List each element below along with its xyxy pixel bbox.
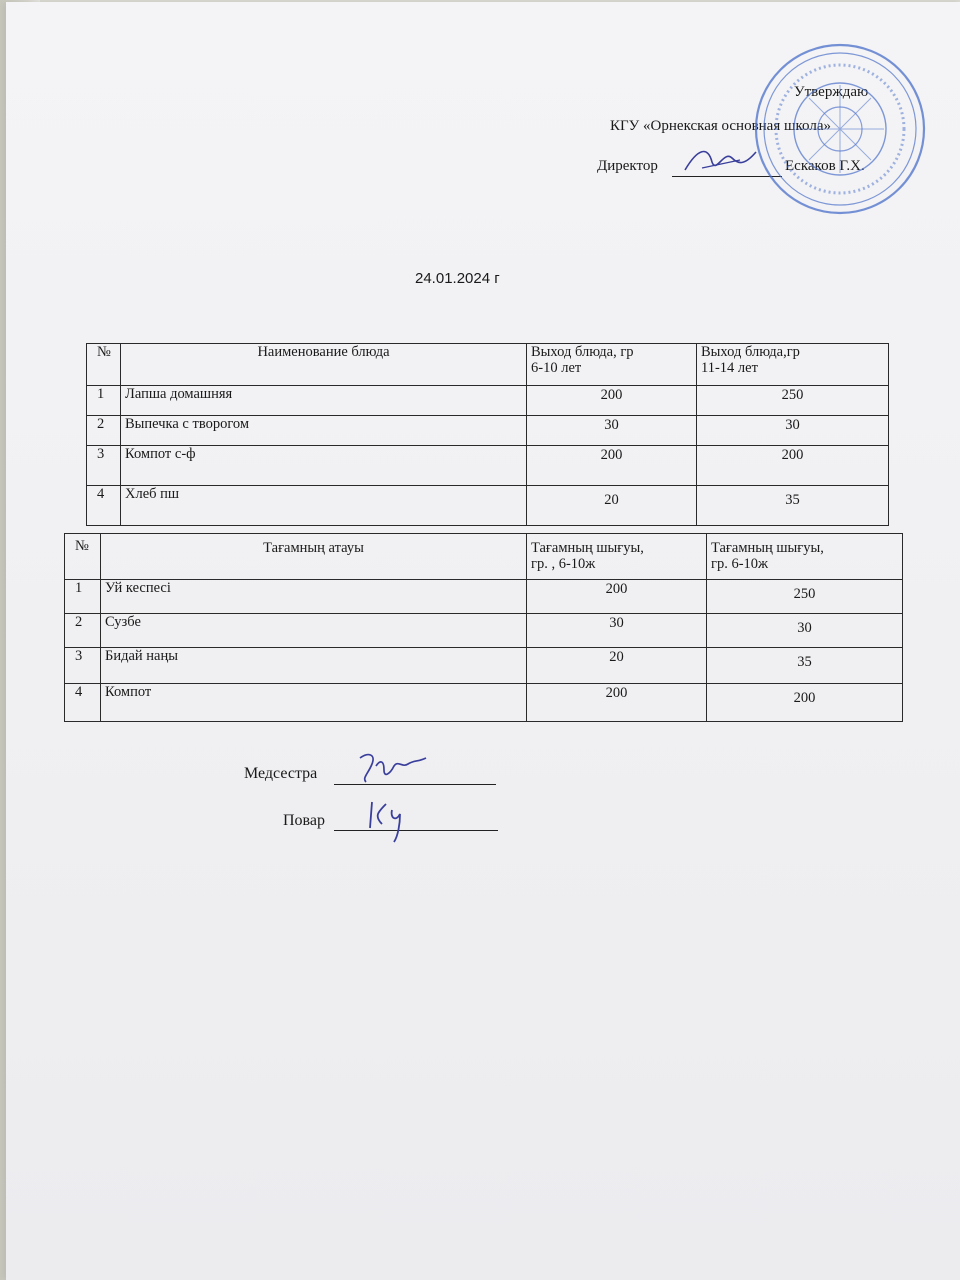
row-num: 4	[65, 684, 101, 722]
row-output-second: 30	[707, 614, 903, 648]
row-dish-name: Бидай наңы	[101, 648, 527, 684]
table-header-row	[87, 344, 889, 386]
nurse-label: Медсестра	[244, 765, 318, 782]
official-seal	[750, 40, 930, 218]
header-output-6-10-line2: 6-10 лет	[531, 360, 582, 376]
row-dish-name: Хлеб пш	[121, 486, 527, 526]
director-signature	[680, 140, 760, 180]
nurse-signature	[354, 748, 434, 788]
row-output-6-10: 30	[527, 416, 697, 446]
table-row	[65, 580, 903, 614]
row-output-6-10: 200	[527, 386, 697, 416]
row-num: 3	[87, 446, 121, 486]
header-output-second-line1: Тағамның шығуы,	[711, 540, 824, 556]
row-output-11-14: 35	[697, 486, 889, 526]
row-output-6-10: 200	[527, 684, 707, 722]
table-row	[65, 684, 903, 722]
row-num: 4	[87, 486, 121, 526]
document-date: 24.01.2024 г	[415, 270, 500, 287]
header-output-line1: Тағамның шығуы,	[531, 540, 644, 556]
row-output-11-14: 200	[697, 446, 889, 486]
table-header-row	[65, 534, 903, 580]
table-row	[87, 416, 889, 446]
row-dish-name: Выпечка с творогом	[121, 416, 527, 446]
row-num: 1	[87, 386, 121, 416]
header-output-line2: гр. , 6-10ж	[531, 556, 596, 572]
row-output-6-10: 200	[527, 580, 707, 614]
row-num: 2	[65, 614, 101, 648]
cook-label: Повар	[283, 812, 325, 829]
header-output-6-10	[527, 534, 707, 580]
table-row	[87, 386, 889, 416]
row-output-second: 250	[707, 580, 903, 614]
row-output-second: 35	[707, 648, 903, 684]
table-row	[65, 614, 903, 648]
row-dish-name: Сузбе	[101, 614, 527, 648]
row-output-6-10: 30	[527, 614, 707, 648]
header-output-second	[707, 534, 903, 580]
director-name: Ескаков Г.Х.	[785, 158, 865, 174]
header-output-6-10-line1: Выход блюда, гр	[531, 344, 634, 360]
header-dish-name: Наименование блюда	[121, 344, 527, 386]
row-dish-name: Компот	[101, 684, 527, 722]
row-num: 3	[65, 648, 101, 684]
table-row	[65, 648, 903, 684]
header-output-11-14-line1: Выход блюда,гр	[701, 344, 800, 360]
row-dish-name: Лапша домашняя	[121, 386, 527, 416]
director-label: Директор	[597, 158, 658, 174]
header-output-6-10	[527, 344, 697, 386]
header-num: №	[65, 534, 101, 580]
header-output-11-14-line2: 11-14 лет	[701, 360, 758, 376]
table-row	[87, 446, 889, 486]
header-num: №	[87, 344, 121, 386]
row-dish-name: Компот с-ф	[121, 446, 527, 486]
row-dish-name: Уй кеспесі	[101, 580, 527, 614]
row-num: 2	[87, 416, 121, 446]
header-output-second-line2: гр. 6-10ж	[711, 556, 769, 572]
row-num: 1	[65, 580, 101, 614]
row-output-6-10: 20	[527, 648, 707, 684]
row-output-11-14: 30	[697, 416, 889, 446]
menu-table-ru	[86, 343, 889, 526]
header-output-11-14	[697, 344, 889, 386]
approve-label: Утверждаю	[794, 84, 869, 100]
header-dish-name: Тағамның атауы	[101, 534, 527, 580]
row-output-6-10: 20	[527, 486, 697, 526]
table-row	[87, 486, 889, 526]
row-output-11-14: 250	[697, 386, 889, 416]
organization-name: КГУ «Орнекская основная школа»	[610, 118, 832, 134]
cook-signature	[366, 796, 426, 846]
menu-table-kz	[64, 533, 903, 722]
row-output-6-10: 200	[527, 446, 697, 486]
row-output-second: 200	[707, 684, 903, 722]
